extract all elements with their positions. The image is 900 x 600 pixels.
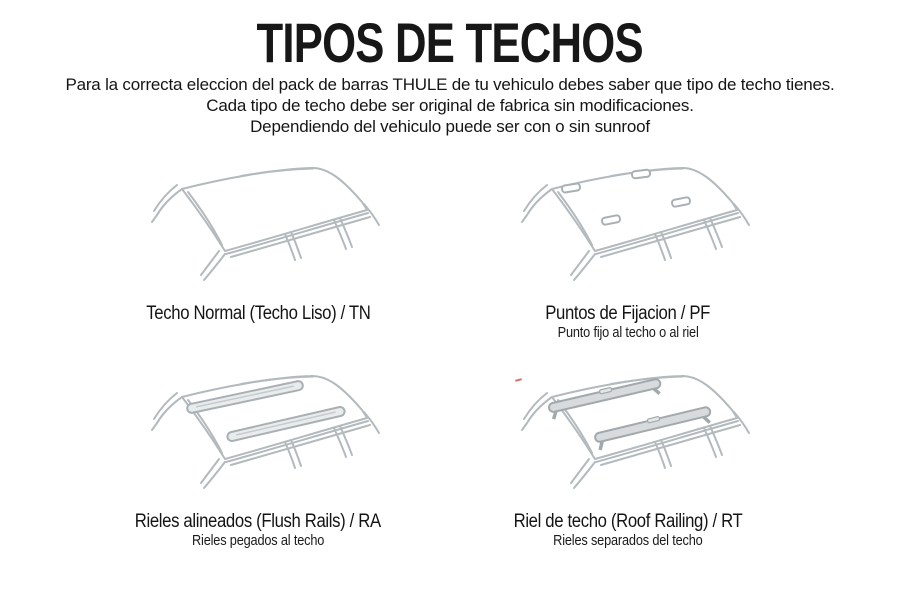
- intro-line-2: Cada tipo de techo debe ser original de fabrica sin modificaciones.: [206, 96, 694, 115]
- normal-roof-illustration: [120, 156, 430, 301]
- roof-type-subcaption-pf: Punto fijo al techo o al riel: [557, 325, 699, 341]
- roof-type-caption-pf: Puntos de Fijacion / PF: [545, 303, 711, 324]
- flush-rails-roof-illustration: [120, 364, 430, 509]
- roof-railing-roof-illustration: [490, 364, 800, 509]
- page-title: [0, 10, 900, 75]
- intro-line-3: Dependiendo del vehiculo puede ser con o sin sunroof: [250, 117, 650, 136]
- roof-type-subcaption-rt: Rieles separados del techo: [553, 533, 703, 549]
- roof-type-card-pf: [428, 156, 828, 341]
- roof-type-subcaption-ra: Rieles pegados al techo: [191, 533, 325, 549]
- roof-type-card-ra: [58, 364, 458, 549]
- intro-line-1: Para la correcta eleccion del pack de barras THULE de tu vehiculo debes saber que tipo de techo tienes.: [65, 75, 835, 94]
- page-title-text: TIPOS DE TECHOS: [256, 11, 644, 74]
- fixpoint-roof-illustration: [490, 156, 800, 301]
- roof-type-caption-tn: Techo Normal (Techo Liso) / TN: [145, 303, 371, 324]
- roof-type-card-tn: [58, 156, 458, 325]
- roof-type-card-rt: [428, 364, 828, 549]
- intro-paragraph: [0, 74, 900, 137]
- roof-type-caption-ra: Rieles alineados (Flush Rails) / RA: [134, 511, 382, 532]
- roof-type-caption-rt: Riel de techo (Roof Railing) / RT: [513, 511, 743, 532]
